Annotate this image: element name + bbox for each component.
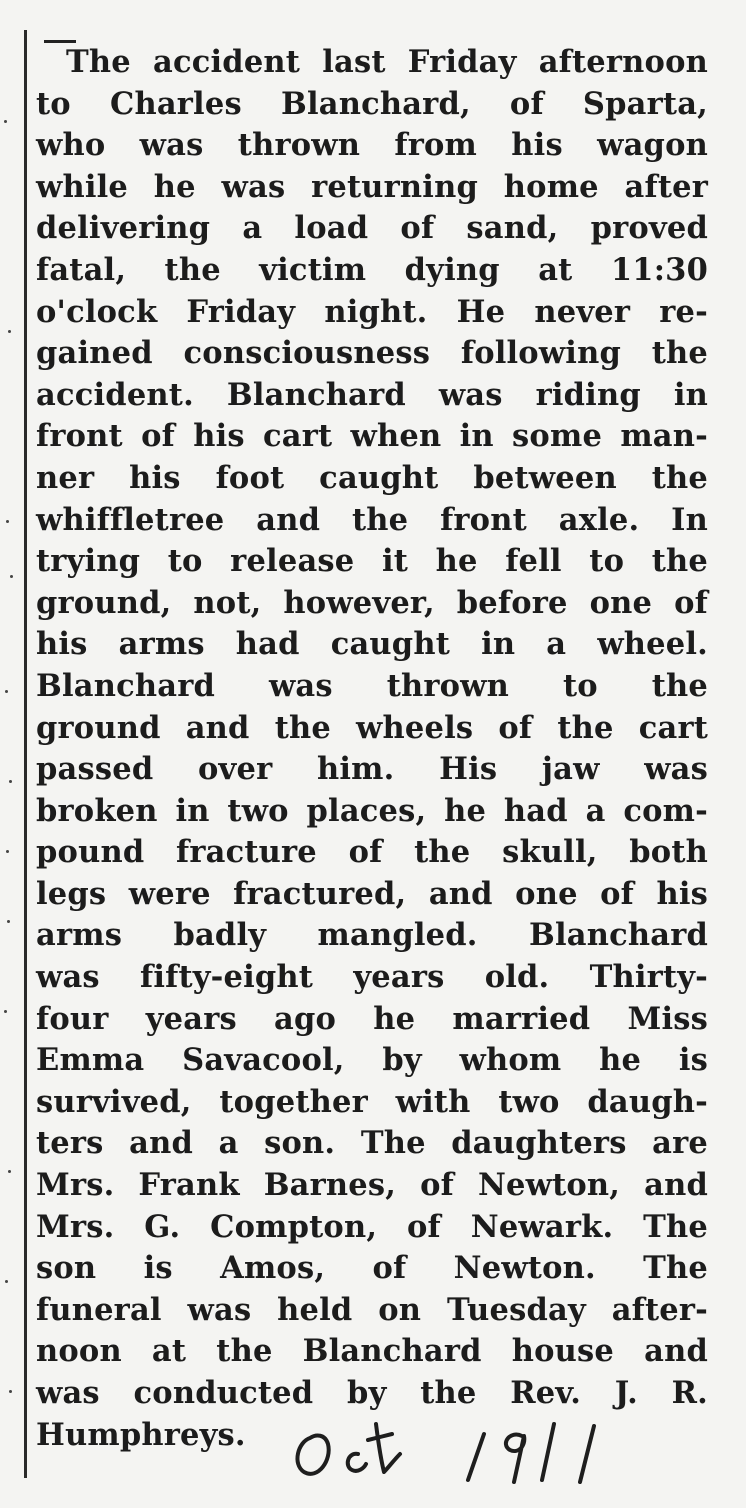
article-line: was fifty-eight years old. Thirty- [36, 959, 708, 996]
article-line: while he was returning home after [36, 168, 708, 205]
article-line: broken in two places, he had a com- [36, 792, 708, 829]
article-line: funeral was held on Tuesday after- [36, 1291, 708, 1328]
article-line: Emma Savacool, by whom he is [36, 1042, 708, 1079]
article-line: ground and the wheels of the cart [36, 709, 708, 746]
article-line: passed over him. His jaw was [36, 751, 708, 788]
article-line: delivering a load of sand, proved [36, 210, 708, 247]
article-line: Blanchard was thrown to the [36, 667, 708, 704]
article-line: legs were fractured, and one of his [36, 875, 708, 912]
article-line: four years ago he married Miss [36, 1000, 708, 1037]
article-line: Mrs. G. Compton, of Newark. The [36, 1208, 708, 1245]
article-line: who was thrown from his wagon [36, 127, 708, 164]
handwriting-icon [288, 1414, 628, 1486]
article-line: accident. Blanchard was riding in [36, 376, 708, 413]
article-line: gained consciousness following the [36, 335, 708, 372]
article-line: o'clock Friday night. He never re- [36, 293, 708, 330]
article-line: Mrs. Frank Barnes, of Newton, and [36, 1167, 708, 1204]
article-line: ground, not, however, before one of [36, 584, 708, 621]
article-line: ters and a son. The daughters are [36, 1125, 708, 1162]
article-line: ner his foot caught between the [36, 459, 708, 496]
article-line: was conducted by the Rev. J. R. [36, 1375, 708, 1411]
article-text [36, 42, 708, 1456]
article-line: his arms had caught in a wheel. [36, 626, 708, 663]
article-line: noon at the Blanchard house and [36, 1333, 708, 1370]
article-line: pound fracture of the skull, both [36, 834, 708, 871]
article-line: Humphreys. [36, 1416, 246, 1453]
handwritten-date-note [288, 1414, 628, 1486]
article-line: to Charles Blanchard, of Sparta, [36, 85, 708, 122]
article-line: son is Amos, of Newton. The [36, 1250, 708, 1287]
edge-specks [0, 0, 20, 1508]
article-line: The accident last Friday afternoon [66, 44, 708, 80]
article-line: whiffletree and the front axle. In [36, 501, 708, 538]
article-line: front of his cart when in some man- [36, 418, 708, 455]
article-line: trying to release it he fell to the [36, 543, 708, 580]
column-rule [24, 30, 27, 1478]
article-line: fatal, the victim dying at 11:30 [36, 251, 708, 288]
article-line: survived, together with two daugh- [36, 1083, 708, 1120]
article-line: arms badly mangled. Blanchard [36, 917, 708, 954]
